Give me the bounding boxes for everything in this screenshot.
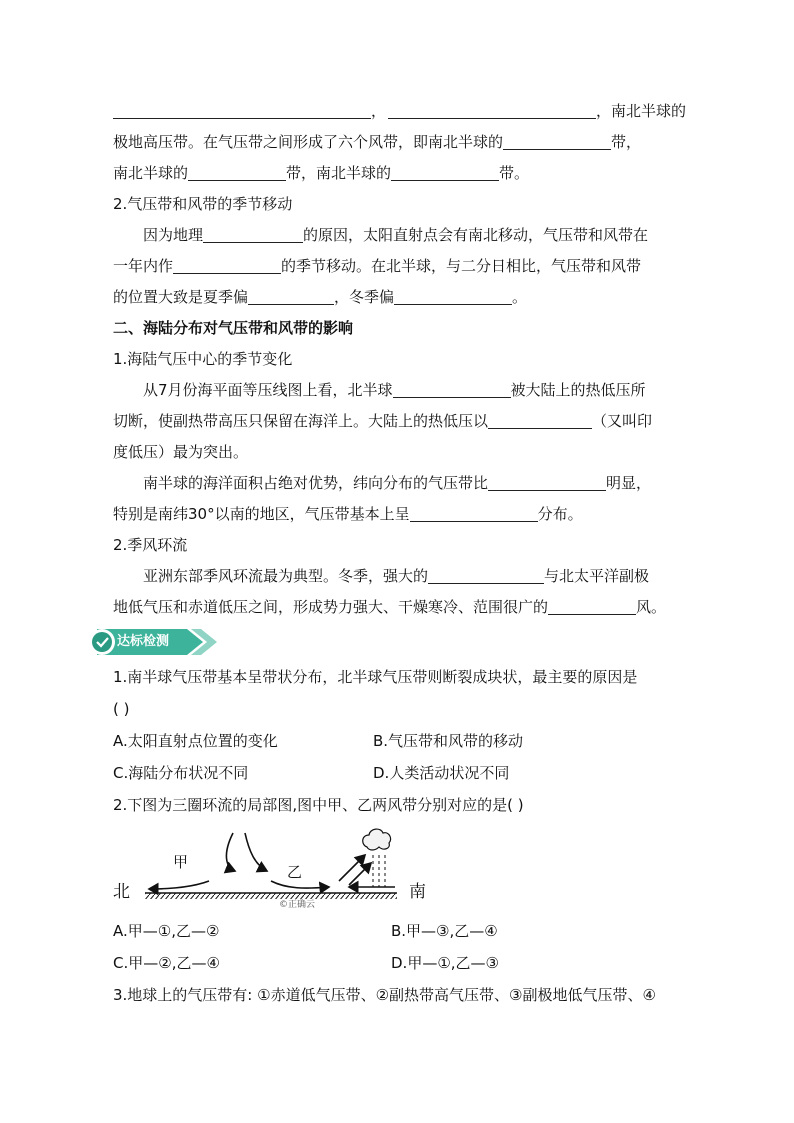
answer-blank[interactable] bbox=[203, 225, 303, 243]
paragraph-line: ， ，南北半球的 bbox=[113, 96, 681, 127]
subheading: 2.季风环流 bbox=[113, 536, 188, 554]
paragraph-line: 切断，使副热带高压只保留在海洋上。大陆上的热低压以 （又叫印 bbox=[113, 412, 653, 430]
rising-arrow-2 bbox=[349, 863, 371, 885]
paragraph-line: 从7月份海平面等压线图上看，北半球 被大陆上的热低压所 bbox=[143, 381, 646, 399]
watermark: ©正确云 bbox=[279, 900, 316, 910]
label-south: 南 bbox=[409, 882, 426, 902]
paragraph-line: 因为地理 的原因，太阳直射点会有南北移动，气压带和风带在 bbox=[143, 226, 649, 244]
section-heading: 二、海陆分布对气压带和风带的影响 bbox=[113, 319, 354, 337]
paragraph-line: 南半球的海洋面积占绝对优势，纬向分布的气压带比 明显， bbox=[143, 474, 652, 492]
options-row bbox=[113, 725, 681, 757]
answer-blank[interactable] bbox=[503, 132, 611, 150]
paragraph-line: 极地高压带。在气压带之间形成了六个风带，即南北半球的 带， bbox=[113, 133, 642, 151]
options-row bbox=[113, 757, 681, 789]
cloud-icon bbox=[363, 829, 391, 850]
wind-arrow-yi bbox=[271, 881, 329, 888]
option-d[interactable]: D.人类活动状况不同 bbox=[373, 764, 510, 782]
paragraph-line: 的位置大致是夏季偏 ，冬季偏 。 bbox=[113, 288, 528, 306]
option-a[interactable]: A.甲—①,乙—② bbox=[113, 922, 220, 940]
label-jia: 甲 bbox=[173, 853, 189, 871]
question-stem: 1.南半球气压带基本呈带状分布，北半球气压带则断裂成块状，最主要的原因是 bbox=[113, 668, 638, 686]
banner-label: 达标检测 bbox=[117, 634, 170, 649]
option-d[interactable]: D.甲—①,乙—③ bbox=[391, 954, 499, 972]
section-banner bbox=[87, 627, 681, 657]
wind-arrow-jia bbox=[149, 881, 209, 889]
paragraph-line: 一年内作 的季节移动。在北半球，与二分日相比，气压带和风带 bbox=[113, 257, 642, 275]
descending-arrow-left bbox=[226, 833, 235, 871]
answer-blank[interactable] bbox=[188, 163, 286, 181]
answer-blank[interactable] bbox=[488, 411, 592, 429]
option-b[interactable]: B.气压带和风带的移动 bbox=[373, 732, 524, 750]
subheading: 1.海陆气压中心的季节变化 bbox=[113, 350, 293, 368]
answer-blank[interactable] bbox=[173, 256, 281, 274]
answer-blank[interactable] bbox=[391, 163, 499, 181]
question-stem: 3.地球上的气压带有: ①赤道低气压带、②副热带高气压带、③副极地低气压带、④ bbox=[113, 986, 656, 1004]
ground-hatch bbox=[145, 893, 397, 899]
paragraph-line: 特别是南纬30°以南的地区，气压带基本上呈 分布。 bbox=[113, 505, 583, 523]
wind-diagram bbox=[109, 823, 439, 913]
answer-blank[interactable] bbox=[488, 473, 606, 491]
paragraph-line: 度低压）最为突出。 bbox=[113, 443, 249, 461]
answer-blank[interactable] bbox=[248, 287, 334, 305]
paragraph-line: 亚洲东部季风环流最为典型。冬季，强大的 与北太平洋副极 bbox=[143, 567, 650, 585]
paragraph-line: 地低气压和赤道低压之间，形成势力强大、干燥寒冷、范围很广的 风。 bbox=[113, 598, 667, 616]
rising-arrow-1 bbox=[339, 855, 365, 881]
circulation-figure bbox=[109, 823, 681, 913]
answer-blank[interactable] bbox=[394, 287, 512, 305]
label-yi: 乙 bbox=[287, 863, 303, 881]
document-page bbox=[113, 96, 687, 1011]
answer-blank[interactable] bbox=[410, 504, 538, 522]
answer-blank[interactable] bbox=[428, 566, 544, 584]
option-a[interactable]: A.太阳直射点位置的变化 bbox=[113, 732, 278, 750]
options-row bbox=[113, 947, 681, 979]
option-b[interactable]: B.甲—③,乙—④ bbox=[391, 922, 498, 940]
answer-blank[interactable] bbox=[113, 101, 371, 119]
question-paren: ( ) bbox=[113, 700, 130, 718]
paragraph-line: 南北半球的 带，南北半球的 带。 bbox=[113, 164, 530, 182]
option-c[interactable]: C.甲—②,乙—④ bbox=[113, 954, 220, 972]
option-c[interactable]: C.海陆分布状况不同 bbox=[113, 764, 249, 782]
descending-arrow-right bbox=[245, 833, 267, 871]
question-stem: 2.下图为三圈环流的局部图,图中甲、乙两风带分别对应的是( ) bbox=[113, 796, 524, 814]
answer-blank[interactable] bbox=[388, 101, 596, 119]
options-row bbox=[113, 915, 681, 947]
subheading: 2.气压带和风带的季节移动 bbox=[113, 195, 293, 213]
answer-blank[interactable] bbox=[548, 597, 636, 615]
answer-blank[interactable] bbox=[393, 380, 511, 398]
label-north: 北 bbox=[113, 882, 130, 902]
